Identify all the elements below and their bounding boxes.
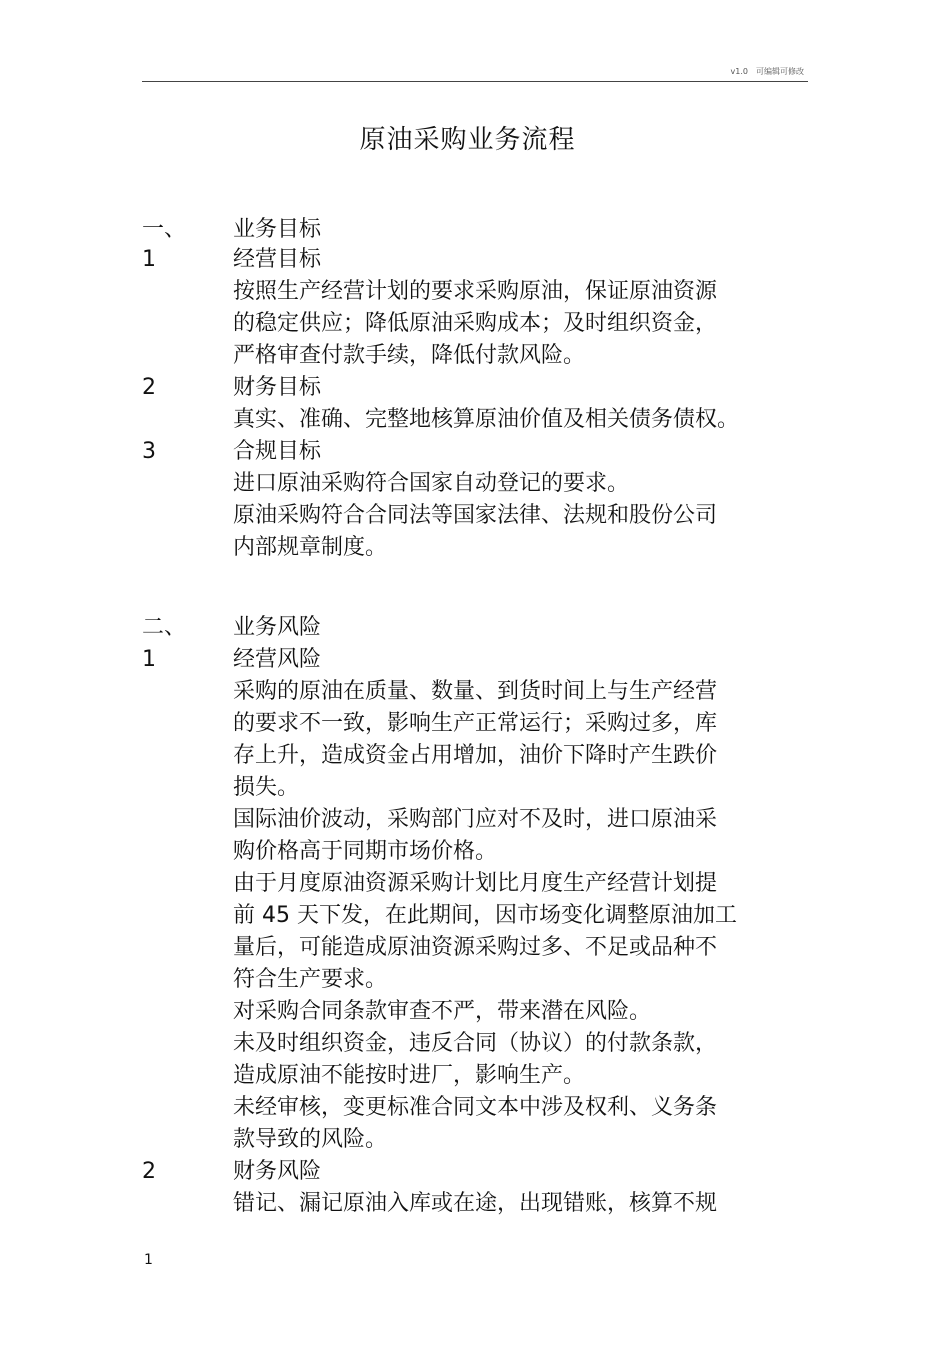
text-line: 按照生产经营计划的要求采购原油，保证原油资源 <box>233 279 718 304</box>
section-label: 业务目标 <box>233 217 322 242</box>
item-heading <box>0 644 950 676</box>
text-line: 损失。 <box>233 775 300 800</box>
text-line: 未及时组织资金，违反合同（协议）的付款条款， <box>233 1031 718 1056</box>
text-line: 原油采购符合合同法等国家法律、法规和股份公司 <box>233 503 718 528</box>
section-number: 二、 <box>142 615 187 640</box>
paragraph-line <box>0 676 950 708</box>
text-line: 未经审核，变更标准合同文本中涉及权利、义务条 <box>233 1095 718 1120</box>
text-line: 内部规章制度。 <box>233 535 388 560</box>
item-number: 3 <box>142 439 156 464</box>
text-line: 款导致的风险。 <box>233 1127 388 1152</box>
item-label: 财务风险 <box>233 1159 322 1184</box>
section-label: 业务风险 <box>233 615 322 640</box>
paragraph-line <box>0 868 950 900</box>
paragraph-line <box>0 964 950 996</box>
paragraph-line <box>0 1092 950 1124</box>
text-line: 对采购合同条款审查不严，带来潜在风险。 <box>233 999 652 1024</box>
text-line: 由于月度原油资源采购计划比月度生产经营计划提 <box>233 871 718 896</box>
paragraph-line <box>0 1124 950 1156</box>
paragraph-line <box>0 532 950 564</box>
paragraph-line <box>0 708 950 740</box>
text-line: 量后，可能造成原油资源采购过多、不足或品种不 <box>233 935 718 960</box>
paragraph-line <box>0 932 950 964</box>
text-line: 采购的原油在质量、数量、到货时间上与生产经营 <box>233 679 718 704</box>
paragraph-line <box>0 1028 950 1060</box>
text-line: 购价格高于同期市场价格。 <box>233 839 498 864</box>
item-number: 2 <box>142 375 156 400</box>
item-number: 1 <box>142 247 156 272</box>
item-number: 2 <box>142 1159 156 1184</box>
section-number: 一、 <box>142 217 187 242</box>
text-line: 前 45 天下发，在此期间，因市场变化调整原油加工 <box>233 903 737 928</box>
paragraph-line <box>0 340 950 372</box>
text-line: 严格审查付款手续，降低付款风险。 <box>233 343 586 368</box>
paragraph-line <box>0 308 950 340</box>
paragraph-line <box>0 1060 950 1092</box>
paragraph-line <box>0 740 950 772</box>
text-line: 国际油价波动，采购部门应对不及时，进口原油采 <box>233 807 718 832</box>
text-line: 符合生产要求。 <box>233 967 388 992</box>
item-label: 经营目标 <box>233 247 322 272</box>
text-line: 错记、漏记原油入库或在途，出现错账，核算不规 <box>233 1191 718 1216</box>
paragraph-line <box>0 900 950 932</box>
item-heading <box>0 436 950 468</box>
text-line: 的稳定供应；降低原油采购成本；及时组织资金， <box>233 311 718 336</box>
document-title: 原油采购业务流程 <box>359 125 576 155</box>
text-line: 的要求不一致，影响生产正常运行；采购过多，库 <box>233 711 718 736</box>
text-line: 进口原油采购符合国家自动登记的要求。 <box>233 471 630 496</box>
paragraph-line <box>0 772 950 804</box>
paragraph-line <box>0 996 950 1028</box>
paragraph-line <box>0 836 950 868</box>
header-version: v1.0 可编辑可修改 <box>730 67 804 76</box>
text-line: 造成原油不能按时进厂，影响生产。 <box>233 1063 586 1088</box>
item-heading <box>0 244 950 276</box>
paragraph-line <box>0 468 950 500</box>
paragraph-line <box>0 1188 950 1220</box>
item-heading <box>0 1156 950 1188</box>
item-label: 合规目标 <box>233 439 322 464</box>
paragraph-line <box>0 404 950 436</box>
item-label: 经营风险 <box>233 647 322 672</box>
page-number: 1 <box>144 1252 153 1268</box>
item-label: 财务目标 <box>233 375 322 400</box>
section-heading <box>0 612 950 644</box>
section-heading <box>0 214 950 246</box>
paragraph-line <box>0 804 950 836</box>
item-number: 1 <box>142 647 156 672</box>
paragraph-line <box>0 276 950 308</box>
header-rule <box>142 81 808 82</box>
item-heading <box>0 372 950 404</box>
text-line: 存上升，造成资金占用增加，油价下降时产生跌价 <box>233 743 718 768</box>
text-line: 真实、准确、完整地核算原油价值及相关债务债权。 <box>233 407 740 432</box>
paragraph-line <box>0 500 950 532</box>
